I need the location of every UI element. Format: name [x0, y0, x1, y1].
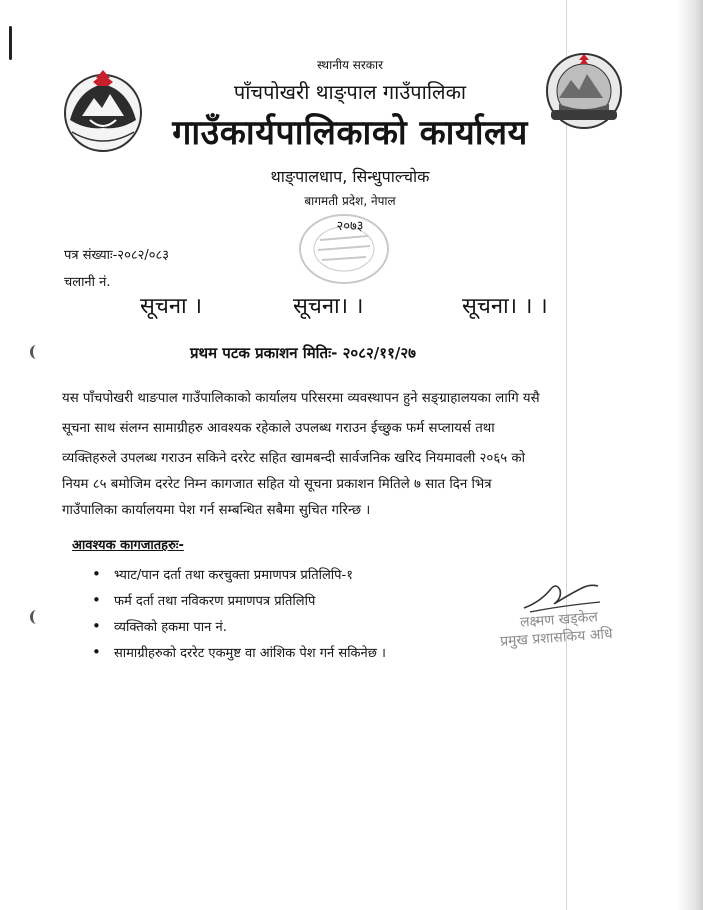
publication-date: प्रथम पटक प्रकाशन मितिः- २०८२/११/२७ [190, 344, 416, 362]
notice-heading: सूचना। । [293, 294, 364, 319]
documents-heading: आवश्यक कागजातहरुः- [72, 538, 184, 553]
office-address: थाङ्पालधाप, सिन्धुपाल्चोक [270, 167, 430, 186]
body-text-line: यस पाँचपोखरी थाङपाल गाउँपालिकाको कार्यालय परिसरमा व्यवस्थापन हुने सङ्ग्राहालयका लागि यसै [62, 391, 540, 406]
province-label: बागमती प्रदेश, नेपाल [304, 194, 396, 208]
established-year: २०७३ [336, 219, 364, 234]
scan-mark [9, 26, 12, 60]
letter-number: पत्र संख्याः-२०८२/०८३ [64, 248, 170, 263]
municipality-name: पाँचपोखरी थाङ्पाल गाउँपालिका [233, 80, 467, 104]
municipality-logo-icon [543, 50, 625, 132]
nepal-emblem-icon [60, 70, 146, 156]
documents-list [92, 565, 386, 669]
local-government-label: स्थानीय सरकार [317, 58, 383, 72]
list-item: • भ्याट/पान दर्ता तथा करचुक्ता प्रमाणपत्र प्रतिलिपि-१ [92, 565, 386, 591]
notice-heading: सूचना। । । [462, 294, 548, 319]
punch-hole-mark [30, 345, 43, 359]
body-text-line: नियम ८५ बमोजिम दररेट निम्न कागजात सहित यो सूचना प्रकाशन मितिले ७ सात दिन भित्र [62, 477, 492, 492]
body-text-line: व्यक्तिहरुले उपलब्ध गराउन सकिने दररेट सहित खामबन्दी सार्वजनिक खरिद नियमावली २०६५ को [62, 451, 526, 466]
fold-line [566, 0, 567, 910]
signatory-name: लक्ष्मण खड्केल [519, 609, 599, 631]
signatory-title: प्रमुख प्रशासकिय अधि [499, 626, 614, 650]
dispatch-number: चलानी नं. [64, 275, 111, 290]
page-edge-shadow [677, 0, 703, 910]
list-item: • व्यक्तिको हकमा पान नं. [92, 617, 386, 643]
office-title: गाउँकार्यपालिकाको कार्यालय [172, 113, 528, 153]
notice-heading: सूचना । [140, 294, 203, 319]
list-item: • सामाग्रीहरुको दररेट एकमुष्ट वा आंशिक पेश गर्न सकिनेछ । [92, 643, 386, 669]
office-stamp-icon [296, 210, 392, 288]
list-item: • फर्म दर्ता तथा नविकरण प्रमाणपत्र प्रतिलिपि [92, 591, 386, 617]
punch-hole-mark [30, 610, 43, 624]
body-text-line: गाउँपालिका कार्यालयमा पेश गर्न सम्बन्धित सबैमा सुचित गरिन्छ । [62, 503, 371, 518]
body-text-line: सूचना साथ संलग्न सामाग्रीहरु आवश्यक रहेकाले उपलब्ध गराउन ईच्छुक फर्म सप्लायर्स तथा [62, 421, 495, 436]
